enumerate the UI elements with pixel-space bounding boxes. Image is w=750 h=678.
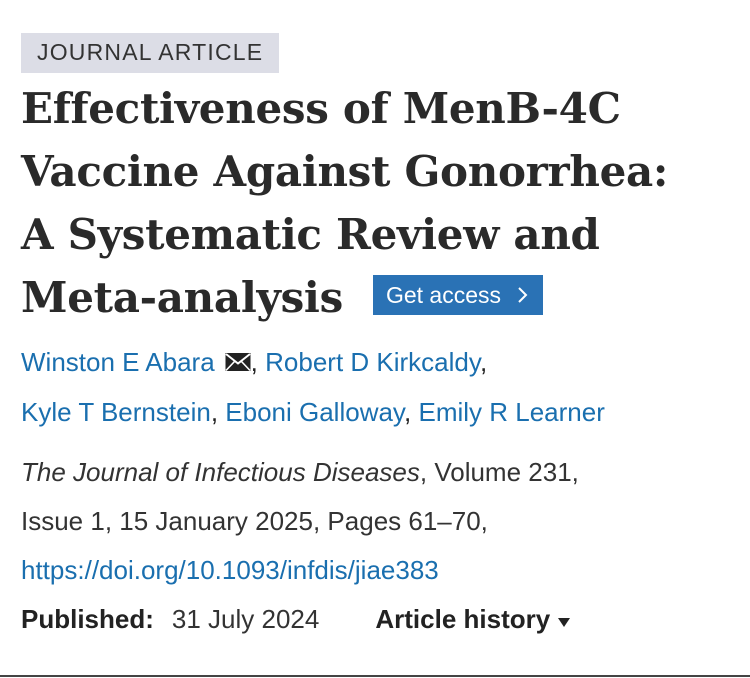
author-link-5[interactable]: Emily R Learner (418, 397, 605, 427)
published-label: Published: (21, 604, 154, 634)
article-history-label: Article history (375, 604, 551, 634)
author-list (21, 337, 736, 437)
issue-text: Issue 1, 15 January 2025, Pages 61–70, (21, 506, 488, 536)
volume-text: , Volume 231, (419, 457, 579, 487)
envelope-icon[interactable] (225, 338, 251, 358)
article-header (21, 33, 736, 644)
publication-row (21, 595, 736, 644)
author-separator-1: , (250, 347, 258, 377)
caret-down-icon (557, 616, 571, 628)
chevron-right-icon (515, 285, 529, 305)
author-link-1[interactable]: Winston E Abara (21, 347, 215, 377)
doi-link[interactable]: https://doi.org/10.1093/infdis/jiae383 (21, 555, 439, 585)
get-access-button[interactable] (373, 275, 543, 315)
article-title (21, 77, 736, 329)
bottom-divider (0, 675, 750, 677)
title-line-3: A Systematic Review and (21, 210, 600, 259)
author-separator-4: , (404, 397, 412, 427)
author-link-4[interactable]: Eboni Galloway (225, 397, 405, 427)
published-date: 31 July 2024 (171, 604, 320, 634)
article-history-toggle[interactable] (375, 595, 571, 644)
title-line-4 (21, 266, 736, 329)
title-line-4-text: Meta-analysis (21, 273, 343, 322)
journal-name: The Journal of Infectious Diseases (21, 457, 420, 487)
author-separator-2: , (479, 347, 488, 377)
author-separator-3: , (210, 397, 219, 427)
title-line-1: Effectiveness of MenB-4C (21, 84, 621, 133)
title-line-2: Vaccine Against Gonorrhea: (21, 147, 669, 196)
article-type-badge: JOURNAL ARTICLE (21, 33, 279, 73)
author-link-3[interactable]: Kyle T Bernstein (21, 397, 211, 427)
author-link-2[interactable]: Robert D Kirkcaldy (265, 347, 480, 377)
get-access-label: Get access (385, 282, 501, 308)
citation-block (21, 448, 736, 595)
